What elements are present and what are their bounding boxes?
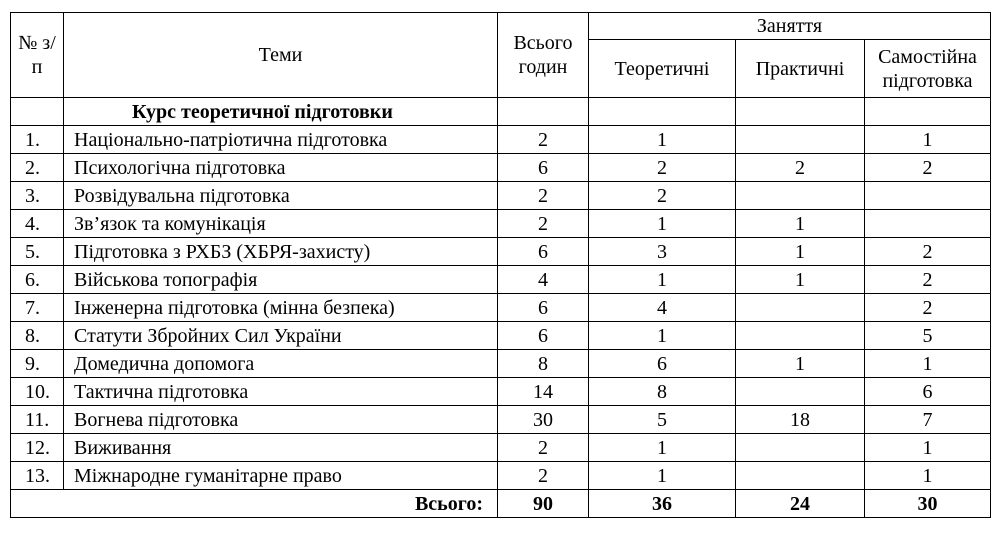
row-total-hours: 30 xyxy=(498,406,589,434)
row-total-hours: 8 xyxy=(498,350,589,378)
row-topic: Тактична підготовка xyxy=(64,378,498,406)
row-practical xyxy=(736,462,865,490)
row-theoretical: 2 xyxy=(589,154,736,182)
row-theoretical: 4 xyxy=(589,294,736,322)
section-title: Курс теоретичної підготовки xyxy=(64,98,498,126)
table-row xyxy=(11,462,991,490)
row-total-hours: 6 xyxy=(498,238,589,266)
row-self-study xyxy=(865,182,991,210)
header-self-study: Самостійна підготовка xyxy=(865,40,991,98)
row-topic: Розвідувальна підготовка xyxy=(64,182,498,210)
row-self-study: 2 xyxy=(865,238,991,266)
row-practical: 1 xyxy=(736,350,865,378)
totals-total: 90 xyxy=(498,490,589,518)
table-row xyxy=(11,322,991,350)
row-topic: Військова топографія xyxy=(64,266,498,294)
row-topic: Психологічна підготовка xyxy=(64,154,498,182)
header-classes: Заняття xyxy=(589,13,991,40)
section-empty-cell xyxy=(865,98,991,126)
curriculum-table xyxy=(10,12,991,518)
row-num: 9. xyxy=(11,350,64,378)
section-empty-cell xyxy=(589,98,736,126)
totals-theory: 36 xyxy=(589,490,736,518)
row-topic: Національно-патріотична підготовка xyxy=(64,126,498,154)
row-theoretical: 1 xyxy=(589,434,736,462)
row-num: 8. xyxy=(11,322,64,350)
row-topic: Зв’язок та комунікація xyxy=(64,210,498,238)
table-row xyxy=(11,378,991,406)
row-total-hours: 2 xyxy=(498,462,589,490)
row-self-study: 2 xyxy=(865,294,991,322)
row-self-study: 5 xyxy=(865,322,991,350)
table-row xyxy=(11,434,991,462)
row-total-hours: 14 xyxy=(498,378,589,406)
row-topic: Інженерна підготовка (мінна безпека) xyxy=(64,294,498,322)
row-topic: Підготовка з РХБЗ (ХБРЯ-захисту) xyxy=(64,238,498,266)
row-theoretical: 6 xyxy=(589,350,736,378)
section-row xyxy=(11,98,991,126)
row-practical xyxy=(736,294,865,322)
row-total-hours: 2 xyxy=(498,126,589,154)
row-self-study: 1 xyxy=(865,462,991,490)
row-num: 1. xyxy=(11,126,64,154)
row-theoretical: 1 xyxy=(589,126,736,154)
row-practical: 1 xyxy=(736,238,865,266)
row-theoretical: 5 xyxy=(589,406,736,434)
row-theoretical: 1 xyxy=(589,462,736,490)
section-num xyxy=(11,98,64,126)
row-practical: 2 xyxy=(736,154,865,182)
section-empty-cell xyxy=(498,98,589,126)
row-theoretical: 2 xyxy=(589,182,736,210)
row-num: 4. xyxy=(11,210,64,238)
table-body xyxy=(11,126,991,490)
row-total-hours: 2 xyxy=(498,182,589,210)
row-self-study: 2 xyxy=(865,154,991,182)
table-row xyxy=(11,126,991,154)
row-topic: Вогнева підготовка xyxy=(64,406,498,434)
header-practical: Практичні xyxy=(736,40,865,98)
table-row xyxy=(11,238,991,266)
totals-practice: 24 xyxy=(736,490,865,518)
header-total-hours: Всього годин xyxy=(498,13,589,98)
row-topic: Виживання xyxy=(64,434,498,462)
header-theoretical: Теоретичні xyxy=(589,40,736,98)
header-num: № з/п xyxy=(11,13,64,98)
row-self-study: 1 xyxy=(865,434,991,462)
table-row xyxy=(11,182,991,210)
totals-row xyxy=(11,490,991,518)
row-practical xyxy=(736,434,865,462)
row-num: 5. xyxy=(11,238,64,266)
row-self-study: 1 xyxy=(865,126,991,154)
row-topic: Міжнародне гуманітарне право xyxy=(64,462,498,490)
row-total-hours: 6 xyxy=(498,294,589,322)
row-topic: Домедична допомога xyxy=(64,350,498,378)
row-num: 12. xyxy=(11,434,64,462)
header-row-1 xyxy=(11,13,991,40)
table-row xyxy=(11,406,991,434)
row-num: 13. xyxy=(11,462,64,490)
row-topic: Статути Збройних Сил України xyxy=(64,322,498,350)
row-theoretical: 1 xyxy=(589,322,736,350)
section-empty-cell xyxy=(736,98,865,126)
row-practical xyxy=(736,322,865,350)
table-row xyxy=(11,266,991,294)
table-row xyxy=(11,154,991,182)
row-self-study xyxy=(865,210,991,238)
row-num: 10. xyxy=(11,378,64,406)
row-practical: 1 xyxy=(736,210,865,238)
row-practical xyxy=(736,378,865,406)
row-self-study: 7 xyxy=(865,406,991,434)
totals-self: 30 xyxy=(865,490,991,518)
row-num: 3. xyxy=(11,182,64,210)
row-num: 7. xyxy=(11,294,64,322)
row-num: 11. xyxy=(11,406,64,434)
row-practical: 18 xyxy=(736,406,865,434)
row-theoretical: 1 xyxy=(589,266,736,294)
row-self-study: 1 xyxy=(865,350,991,378)
row-self-study: 6 xyxy=(865,378,991,406)
totals-label: Всього: xyxy=(11,490,498,518)
row-total-hours: 6 xyxy=(498,154,589,182)
row-total-hours: 4 xyxy=(498,266,589,294)
row-practical xyxy=(736,126,865,154)
row-total-hours: 2 xyxy=(498,210,589,238)
row-total-hours: 6 xyxy=(498,322,589,350)
row-practical: 1 xyxy=(736,266,865,294)
row-num: 6. xyxy=(11,266,64,294)
row-theoretical: 3 xyxy=(589,238,736,266)
table-row xyxy=(11,210,991,238)
row-theoretical: 1 xyxy=(589,210,736,238)
table-row xyxy=(11,350,991,378)
table-row xyxy=(11,294,991,322)
row-self-study: 2 xyxy=(865,266,991,294)
row-total-hours: 2 xyxy=(498,434,589,462)
row-practical xyxy=(736,182,865,210)
header-topics: Теми xyxy=(64,13,498,98)
row-num: 2. xyxy=(11,154,64,182)
row-theoretical: 8 xyxy=(589,378,736,406)
